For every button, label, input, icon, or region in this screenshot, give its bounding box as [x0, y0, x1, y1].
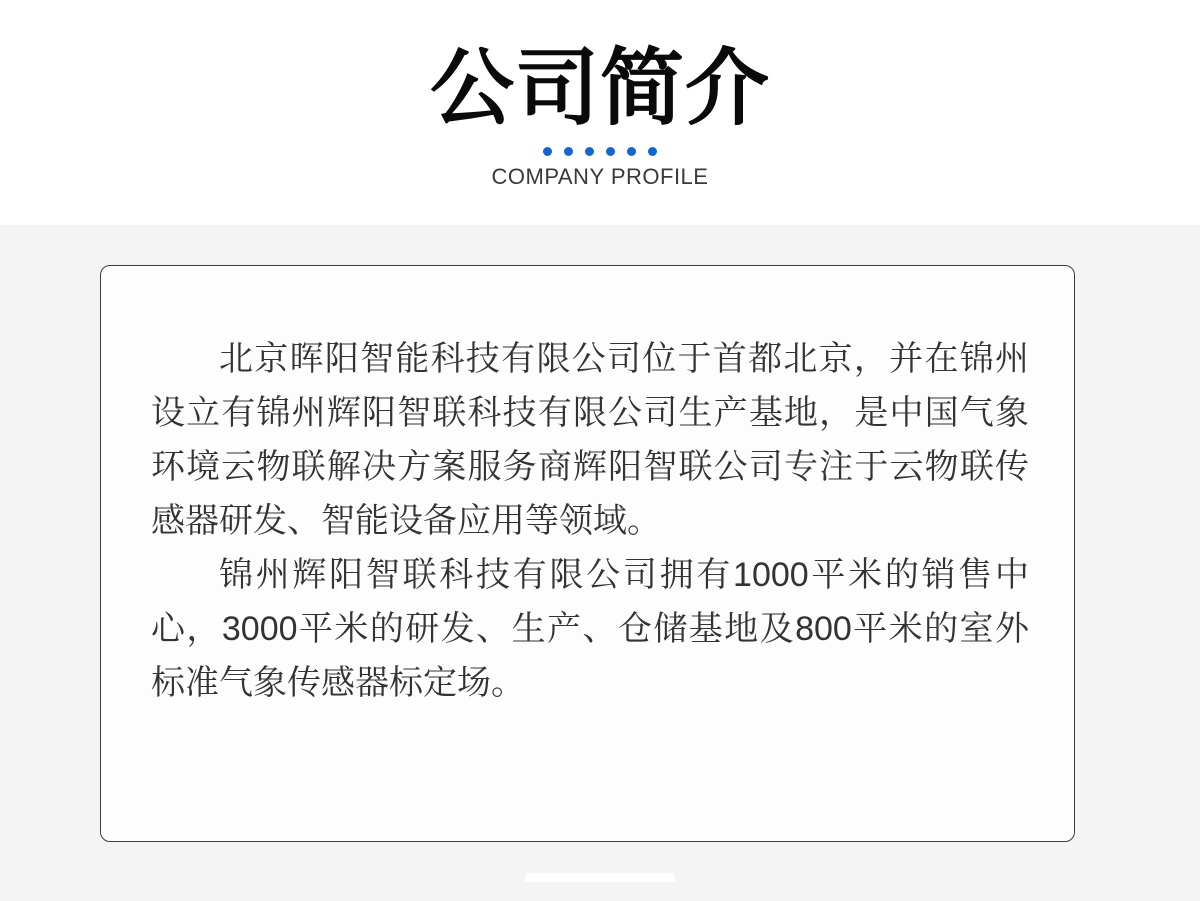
decoration-dot-icon	[585, 147, 594, 156]
profile-paragraph-2: 锦州辉阳智联科技有限公司拥有1000平米的销售中心，3000平米的研发、生产、仓储基地及800平米的室外标准气象传感器标定场。	[151, 556, 1029, 702]
decoration-dot-icon	[627, 147, 636, 156]
title-decoration-dots	[0, 147, 1200, 156]
bottom-indicator-bar	[526, 873, 675, 882]
profile-paragraph-1: 北京晖阳智能科技有限公司位于首都北京，并在锦州设立有锦州辉阳智联科技有限公司生产基地，是中国气象环境云物联解决方案服务商辉阳智联公司专注于云物联传感器研发、智能设备应用等领域。	[151, 340, 1029, 540]
body-section	[0, 225, 1200, 901]
page-subtitle: COMPANY PROFILE	[491, 164, 709, 189]
page-title: 公司简介	[429, 41, 770, 135]
header-section	[0, 0, 1200, 225]
decoration-dot-icon	[543, 147, 552, 156]
decoration-dot-icon	[648, 147, 657, 156]
decoration-dot-icon	[606, 147, 615, 156]
decoration-dot-icon	[564, 147, 573, 156]
company-profile-card	[100, 265, 1075, 842]
